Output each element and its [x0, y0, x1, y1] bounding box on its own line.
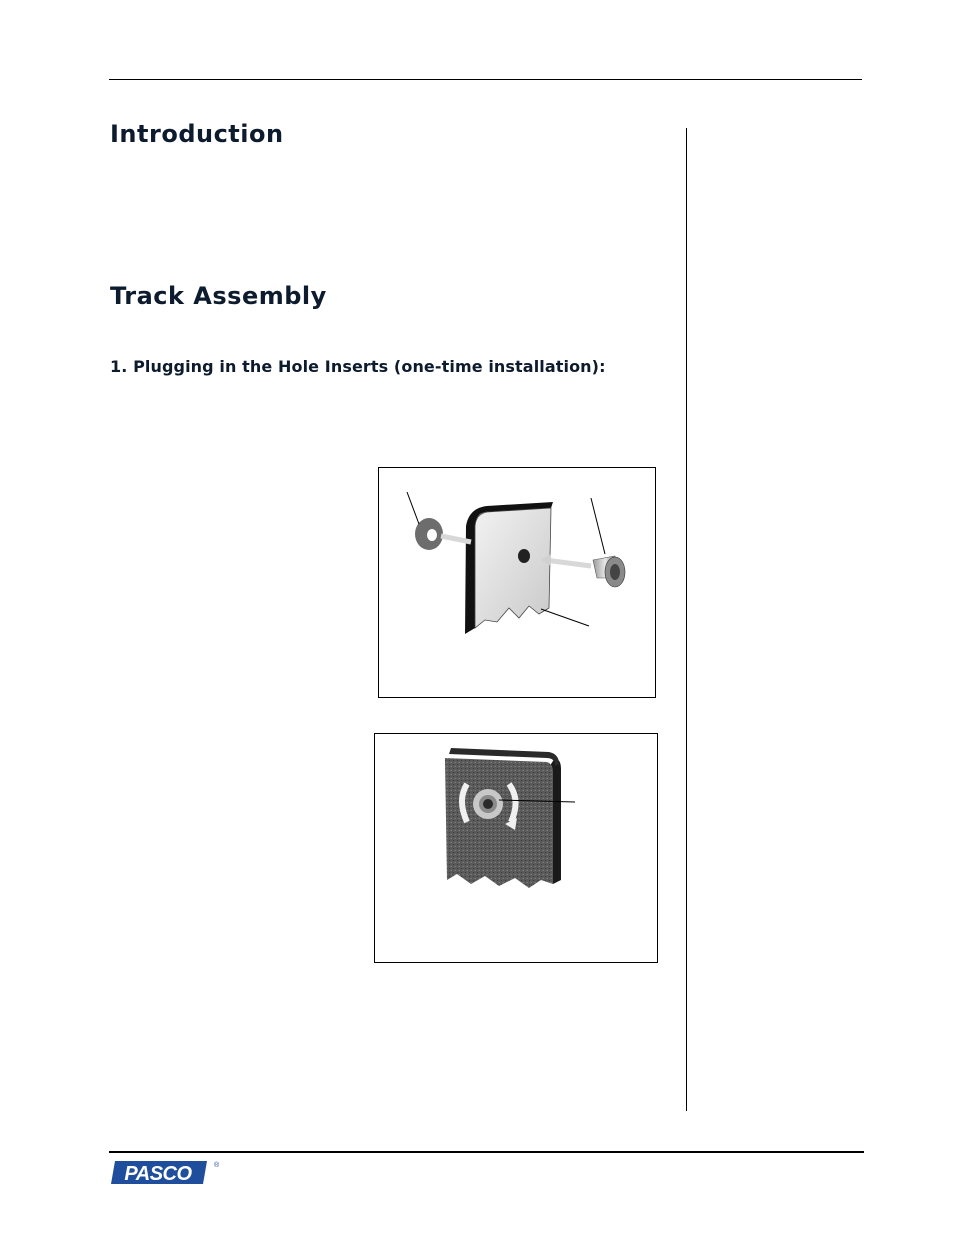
pasco-logo-text: PASCO — [124, 1163, 192, 1185]
hole-insert-rotation-figure — [374, 733, 658, 963]
track-assembly-heading: Track Assembly — [110, 282, 327, 310]
footer-rule — [109, 1151, 864, 1153]
registered-mark: ® — [214, 1162, 220, 1169]
step-1-title: 1. Plugging in the Hole Inserts (one-time installation): — [110, 357, 606, 376]
column-divider — [686, 128, 687, 1111]
hole-insert-rotation-illustration — [375, 734, 657, 962]
pasco-logo — [111, 1159, 221, 1187]
hole-insert-exploded-illustration — [379, 468, 655, 697]
introduction-heading: Introduction — [110, 120, 284, 148]
header-rule — [109, 79, 862, 80]
hole-insert-exploded-figure — [378, 467, 656, 698]
